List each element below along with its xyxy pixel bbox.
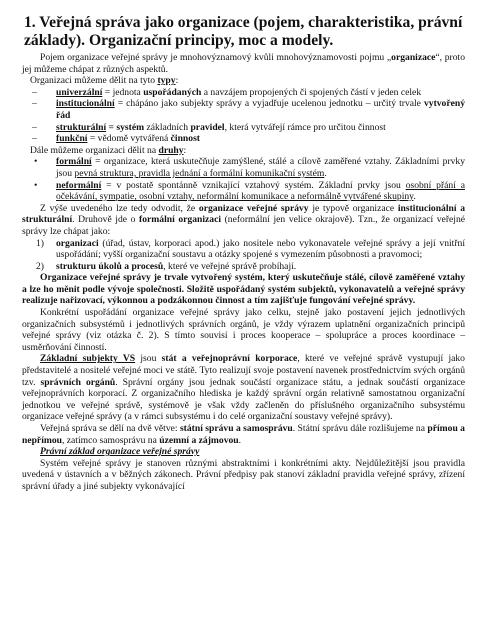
typ-rest: , která vytvářejí rámce pro určitou činnost <box>224 121 386 133</box>
item-bold: strukturu úkolů a procesů <box>56 260 164 272</box>
typ-term: univerzální <box>56 86 103 98</box>
typy-term: typy <box>157 75 176 87</box>
typ-text: = chápáno jako subjekty správy a vyjadřuje ucelenou jednotku – určitý trvale <box>114 98 424 110</box>
list-item <box>30 238 465 261</box>
druh-term: neformální <box>56 179 102 191</box>
bold-text: institucionální a strukturální <box>22 202 465 226</box>
typ-bold: činnost <box>170 133 200 145</box>
druhy-term: druhy <box>158 144 184 156</box>
bold-text: správních orgánů <box>40 376 116 388</box>
item-bold: organizaci <box>56 237 99 249</box>
text: , které ve veřejné správě vystupují jako představitelé a nositelé veřejné moci ve státě. Tyto realizují svoje postavení navenek prostřednictvím svých orgánů tzv. <box>22 353 465 388</box>
typ-text: = <box>106 121 117 133</box>
text: . <box>238 434 242 446</box>
druh-end: . <box>413 191 416 203</box>
druhy-intro <box>22 145 465 157</box>
typy-intro <box>22 75 465 87</box>
bold-underlined: Základní subjekty VS <box>40 353 136 365</box>
typ-term: institucionální <box>56 98 115 110</box>
list-item <box>32 156 465 179</box>
typ-term: funkční <box>56 133 88 145</box>
druh-text: = v postatě spontánně vznikající vztahový systém. Základní prvky jsou <box>101 179 406 191</box>
typ-rest: základních <box>144 121 191 133</box>
druh-end: . <box>324 167 327 179</box>
list-item <box>32 87 465 99</box>
text: , zatímco samosprávu na <box>61 434 160 446</box>
druh-underlined: pevná struktura, pravidla jednání a formální komunikační systém <box>74 167 325 179</box>
text: . Správní orgány jsou jednak součástí organizace státu, a jednak součástí organizace veřejnoprávních korporací. Z organizačního hlediska je každý správní orgán relativně samostatnou organizační jednotkou ve veřejné správě, systémově je však vždy začleněn do příslušného organizačního subsystému organizace veřejné správy (a v rámci subsystému i do celé organizační soustavy veřejné správy). <box>22 376 465 423</box>
text: Z výše uvedeného lze tedy odvodit, že <box>40 202 199 214</box>
list-item <box>32 180 465 203</box>
list-item <box>32 98 465 121</box>
typ-text: = vědomě vytvářená <box>87 133 171 145</box>
numbered-list <box>22 238 465 273</box>
intro-paragraph <box>22 52 465 75</box>
typ-text: = jednota <box>102 86 144 98</box>
bold-text: státní správu a samosprávu <box>179 423 293 434</box>
bold-paragraph <box>22 272 465 307</box>
typy-intro-text: Organizaci můžeme dělit na tyto <box>30 75 158 87</box>
typy-list <box>22 87 465 145</box>
list-item <box>32 133 465 145</box>
intro-text: Pojem organizace veřejné správy je mnohovýznamový kvůli mnohovýznamovosti pojmu „ <box>40 52 392 63</box>
typ-bold: uspořádaných <box>143 86 202 98</box>
list-item <box>32 122 465 134</box>
bold-text: Organizace veřejné správy je trvale vytvořený systém, který uskutečňuje stálé, cílově zaměřené vztahy a lze ho měnit podle vývoje společnosti. Složitě uspořádaný systém subjektů, vykonavatelů a veřejné správy realizuje nařizovací, výkonnou a podzákonnou činnost a tím zajišťuje fungování veřejné správy. <box>22 272 465 307</box>
pravni-paragraph: Systém veřejné správy je stanoven různými abstraktními i konkrétními akty. Nejdůležitější jsou pravidla uvedená v ústavních a v běžných zákonech. Právní předpisy pak stanoví základní pravidla veřejné správy, zřízení správní úřady a jiné subjekty vykonávající <box>22 457 465 492</box>
text: (neformální jen velice okrajově). Tzn., že organizací veřejné správy lze chápat jako: <box>22 214 465 237</box>
intro-text-end: “, proto jej můžeme chápat z různých aspektů. <box>22 52 465 75</box>
druhy-list <box>22 156 465 202</box>
subheading-text: Právní základ organizace veřejné správy <box>40 446 200 458</box>
druh-term: formální <box>56 156 92 168</box>
druhy-intro-text: Dále můžeme organizaci dělit na <box>30 144 159 156</box>
druh-text: = organizace, která uskutečňuje zamýšlené, stálé a cílově zaměřené vztahy. Základními prvky jsou <box>56 156 465 179</box>
item-text: , které ve veřejné správě probíhají. <box>163 260 297 272</box>
zakladni-paragraph <box>22 353 465 423</box>
subheading <box>22 446 465 458</box>
text: Veřejná správa se dělí na dvě větve: <box>40 423 180 434</box>
bold-text: stát a veřejnoprávní korporace <box>161 353 298 365</box>
page-title: 1. Veřejná správa jako organizace (pojem, charakteristika, právní základy). Organizační principy, moc a modely. <box>24 14 463 49</box>
typ-bold: pravidel <box>190 121 225 133</box>
odvodit-paragraph <box>22 203 465 238</box>
bold-text: územní a zájmovou <box>159 434 239 446</box>
text: jsou <box>135 353 162 365</box>
intro-term: organizace <box>391 52 436 63</box>
typy-colon: : <box>175 75 179 87</box>
typ-term: strukturální <box>56 121 107 133</box>
typ-bold: systém <box>116 121 145 133</box>
text: . Státní správu dále rozlišujeme na <box>292 423 428 434</box>
bold-text: organizace veřejné správy <box>198 202 309 214</box>
druh-underlined: osobní přání a očekávání, sympatie, osobní vztahy, neformální komunikace a neformálně vytvářené skupiny <box>56 179 465 203</box>
druhy-colon: : <box>183 144 187 156</box>
typ-rest: a navzájem propojených či spojených částí v jeden celek <box>201 86 422 98</box>
bold-text: přímou a nepřímou <box>22 423 465 446</box>
list-item <box>30 261 465 273</box>
bold-text: formální organizaci <box>139 214 221 226</box>
text: je typově organizace <box>308 202 398 214</box>
dve-vetve-paragraph <box>22 423 465 446</box>
konkretni-paragraph: Konkrétní uspořádání organizace veřejné správy jako celku, stejně jako postavení jejich jednotlivých organizačních subsystémů i jednotlivých správních orgánů, je vždy výrazem uplatnění organizačních principů veřejné správy (viz otázka č. 2). S tímto souvisí i proces kooperace – spolupráce a proces koordinace – usměrňování činností. <box>22 307 465 353</box>
item-number: 1) <box>36 237 44 249</box>
text: . Druhově jde o <box>72 214 140 226</box>
item-number: 2) <box>36 260 44 272</box>
typ-bold: vytvořený řád <box>56 98 465 121</box>
item-text: (úřad, ústav, korporaci apod.) jako nositele nebo vykonavatele veřejné správy a její vnitřní uspořádání; vyšší organizační soustavu a otázky spojené s vymezením působnosti a pravomoci; <box>56 237 465 261</box>
